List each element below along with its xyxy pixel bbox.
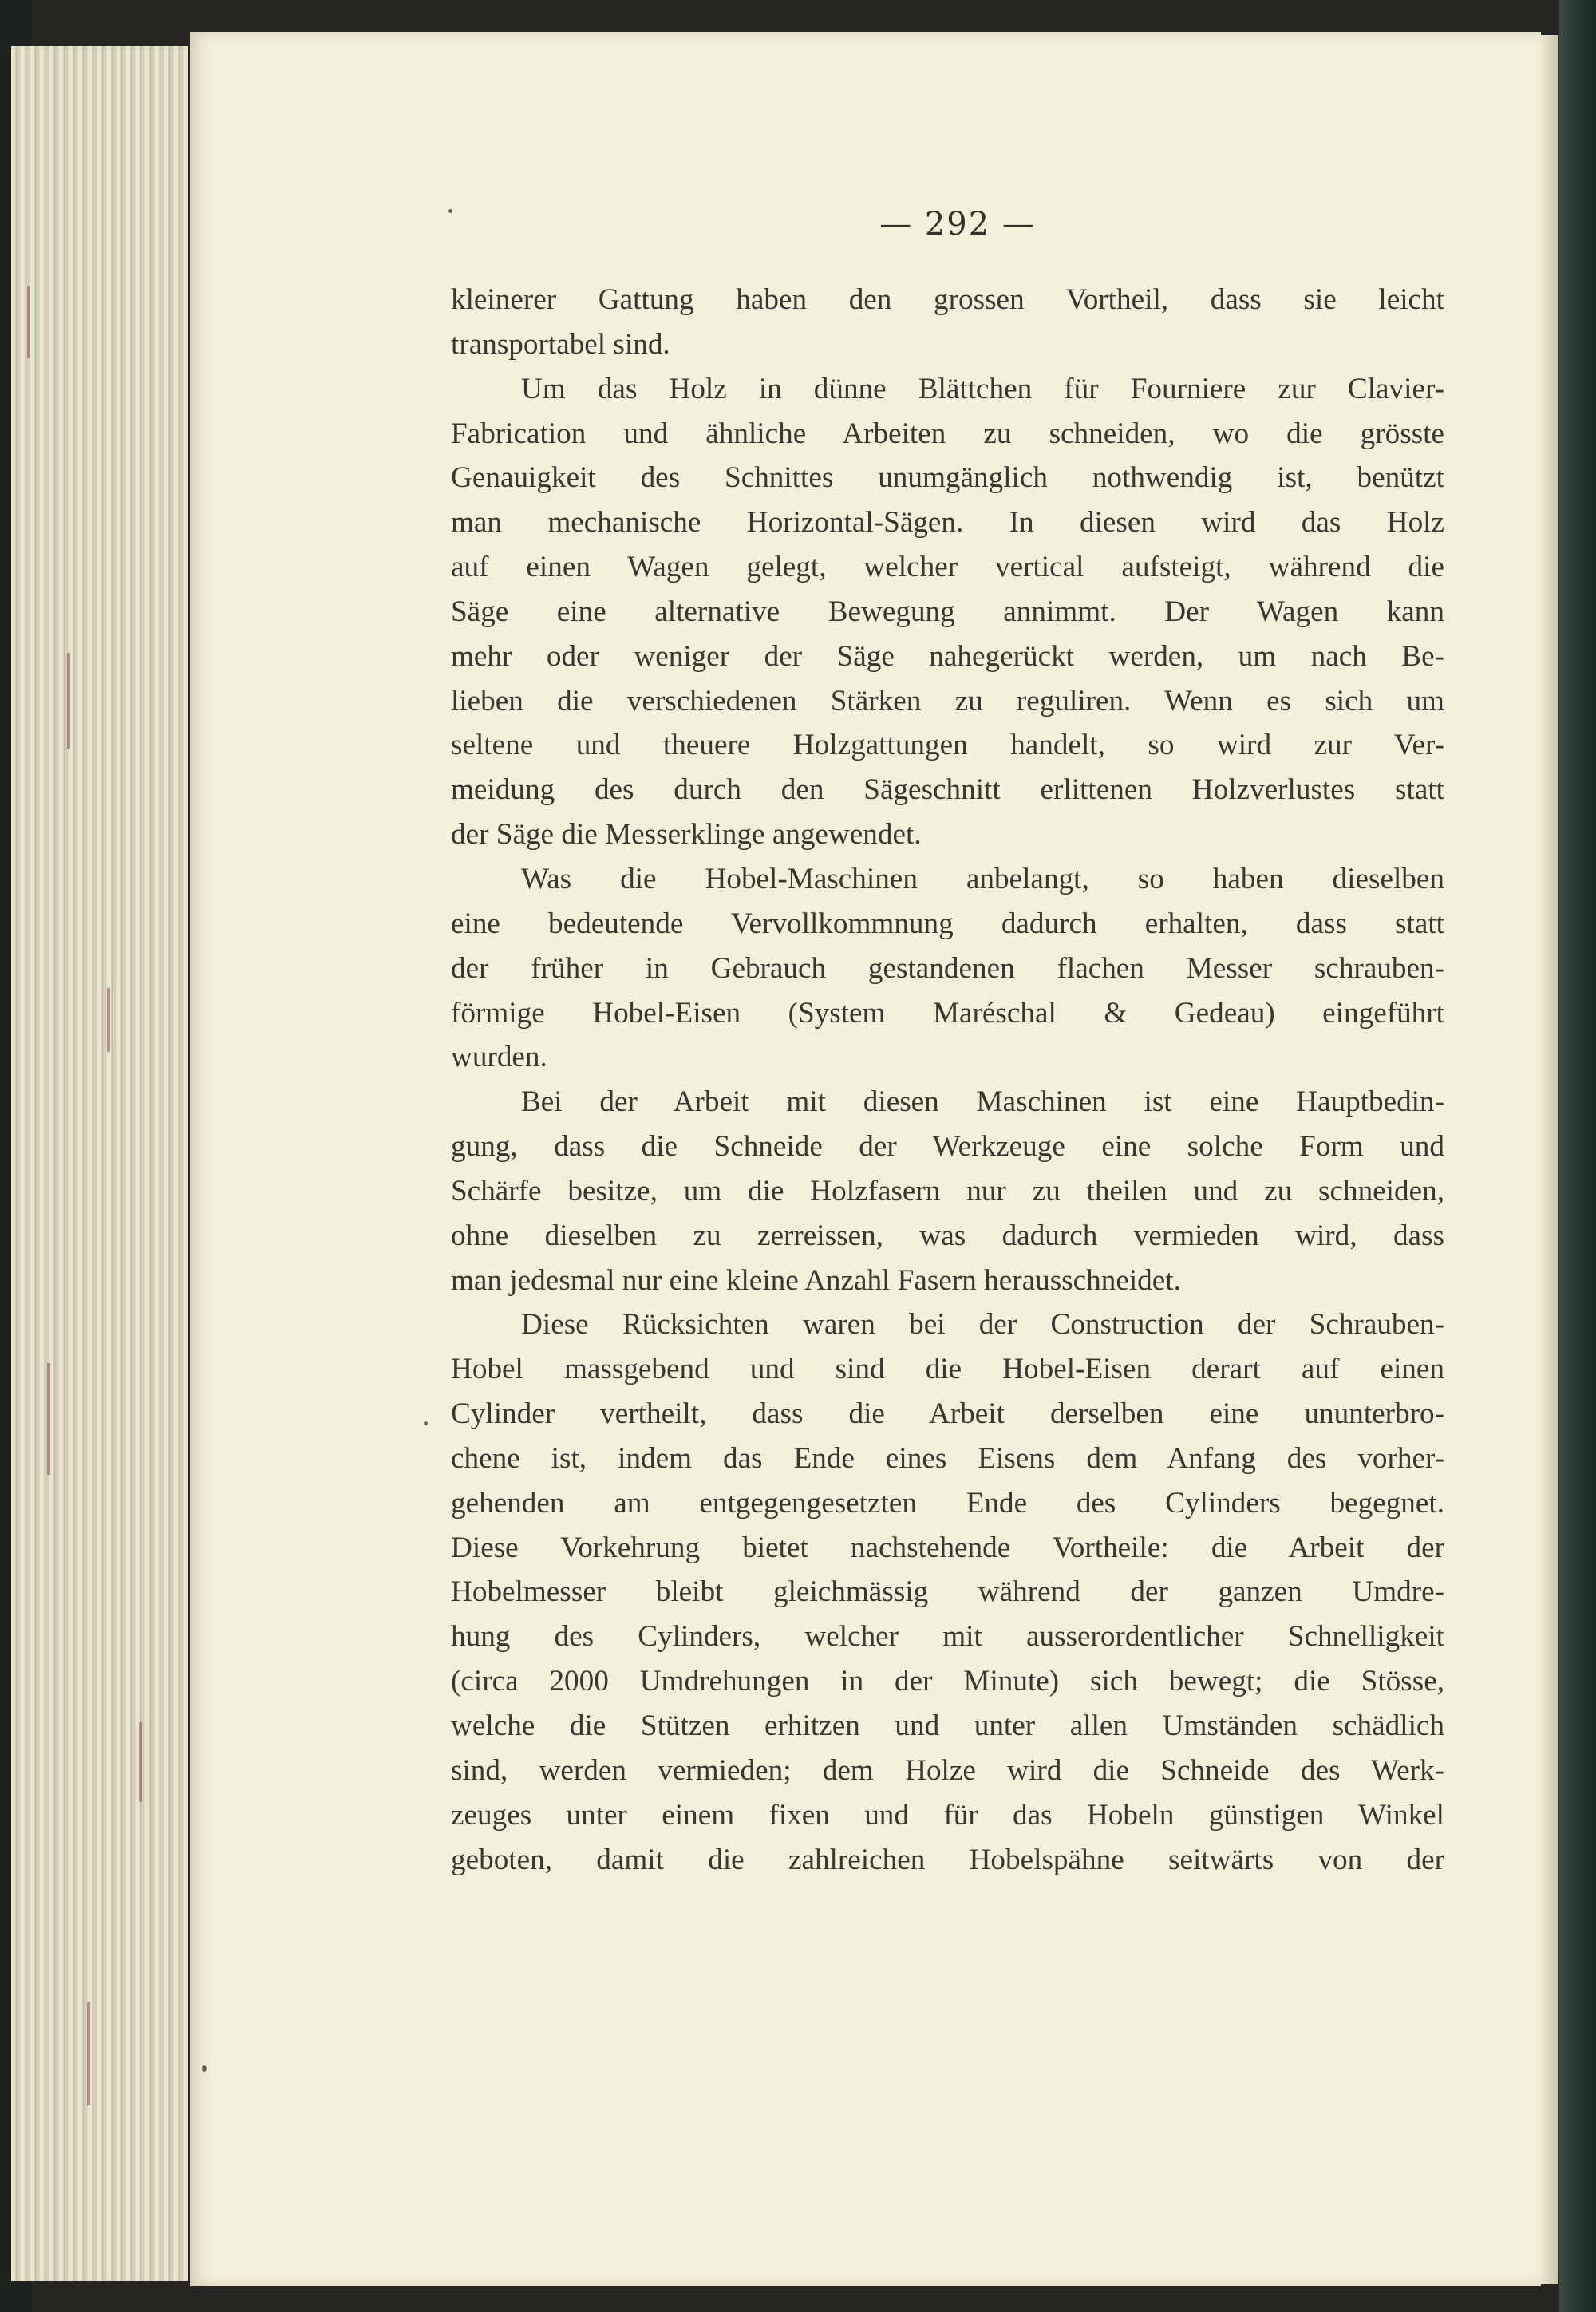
paragraph — [451, 278, 1444, 367]
stacked-page-edges — [11, 46, 188, 2281]
page-fore-edge — [1541, 35, 1558, 2284]
paper-speck — [424, 1421, 428, 1425]
book-cover-right — [1559, 0, 1596, 2312]
text-line: Genauigkeit des Schnittes unumgänglich nothwendig ist, benützt — [451, 461, 1444, 495]
body-text — [451, 278, 1444, 1882]
text-line: Bei der Arbeit mit diesen Maschinen ist eine Hauptbedin- — [521, 1085, 1444, 1119]
text-line: Diese Vorkehrung bietet nachstehende Vortheile: die Arbeit der — [451, 1531, 1444, 1564]
text-line: sind, werden vermieden; dem Holze wird die Schneide des Werk- — [451, 1753, 1444, 1787]
edge-stain — [87, 2002, 90, 2105]
text-line: eine bedeutende Vervollkommnung dadurch erhalten, dass statt — [451, 907, 1444, 940]
text-line: welche die Stützen erhitzen und unter allen Umständen schädlich — [451, 1709, 1444, 1742]
text-line: der Säge die Messerklinge angewendet. — [451, 818, 922, 852]
text-line: kleinerer Gattung haben den grossen Vortheil, dass sie leicht — [451, 283, 1444, 316]
text-line: (circa 2000 Umdrehungen in der Minute) sich bewegt; die Stösse, — [451, 1665, 1444, 1698]
text-line: man jedesmal nur eine kleine Anzahl Fasern herausschneidet. — [451, 1263, 1181, 1297]
edge-stain — [67, 653, 70, 749]
text-line: Schärfe besitze, um die Holzfasern nur zu theilen und zu schneiden, — [451, 1174, 1444, 1207]
text-line: wurden. — [451, 1041, 547, 1074]
text-line: ohne dieselben zu zerreissen, was dadurch vermieden wird, dass — [451, 1219, 1444, 1252]
paper-speck — [202, 2065, 207, 2072]
page-number: — 292 — — [879, 206, 1036, 243]
text-line: transportabel sind. — [451, 327, 670, 361]
text-line: Cylinder vertheilt, dass die Arbeit derselben eine ununterbro- — [451, 1397, 1444, 1431]
text-line: man mechanische Horizontal-Sägen. In diesen wird das Holz — [451, 506, 1444, 539]
text-line: auf einen Wagen gelegt, welcher vertical aufsteigt, während die — [451, 551, 1444, 584]
paragraph — [451, 1080, 1444, 1302]
paragraph — [451, 1302, 1444, 1882]
paper-speck — [448, 209, 452, 213]
text-line: seltene und theuere Holzgattungen handelt, so wird zur Ver- — [451, 729, 1444, 762]
text-line: geboten, damit die zahlreichen Hobelspähne seitwärts von der — [451, 1843, 1444, 1876]
text-line: gehenden am entgegengesetzten Ende des Cylinders begegnet. — [451, 1486, 1444, 1520]
edge-stain — [47, 1363, 50, 1475]
text-line: gung, dass die Schneide der Werkzeuge eine solche Form und — [451, 1130, 1444, 1164]
text-line: zeuges unter einem fixen und für das Hobeln günstigen Winkel — [451, 1798, 1444, 1832]
text-line: Was die Hobel-Maschinen anbelangt, so haben dieselben — [521, 862, 1444, 895]
paragraph — [451, 367, 1444, 857]
text-line: förmige Hobel-Eisen (System Maréschal & Gedeau) eingeführt — [451, 996, 1444, 1030]
paragraph — [451, 857, 1444, 1080]
text-line: Fabrication und ähnliche Arbeiten zu schneiden, wo die grösste — [451, 417, 1444, 450]
text-line: meidung des durch den Sägeschnitt erlittenen Holzverlustes statt — [451, 773, 1444, 807]
text-line: lieben die verschiedenen Stärken zu reguliren. Wenn es sich um — [451, 684, 1444, 717]
edge-stain — [27, 286, 30, 358]
text-line: Hobel massgebend und sind die Hobel-Eisen derart auf einen — [451, 1353, 1444, 1386]
text-line: mehr oder weniger der Säge nahegerückt werden, um nach Be- — [451, 639, 1444, 673]
text-line: Diese Rücksichten waren bei der Construction der Schrauben- — [521, 1308, 1444, 1342]
text-line: Hobelmesser bleibt gleichmässig während der ganzen Umdre- — [451, 1575, 1444, 1609]
edge-stain — [139, 1722, 142, 1802]
text-line: der früher in Gebrauch gestandenen flachen Messer schrauben- — [451, 951, 1444, 985]
text-line: Um das Holz in dünne Blättchen für Fourniere zur Clavier- — [521, 372, 1444, 405]
edge-stain — [107, 988, 110, 1052]
text-line: chene ist, indem das Ende eines Eisens dem Anfang des vorher- — [451, 1441, 1444, 1475]
text-line: hung des Cylinders, welcher mit ausserordentlicher Schnelligkeit — [451, 1620, 1444, 1654]
text-line: Säge eine alternative Bewegung annimmt. Der Wagen kann — [451, 595, 1444, 628]
